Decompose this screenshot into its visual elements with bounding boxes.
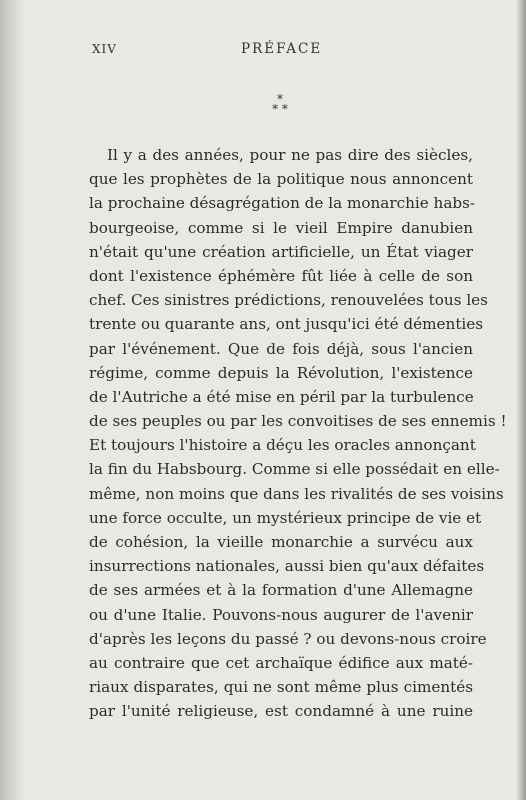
text-line: la fin du Habsbourg. Comme si elle possédait en elle- — [89, 460, 500, 479]
text-line: de l'Autriche a été mise en péril par la turbulence — [89, 387, 474, 406]
running-head: PRÉFACE — [241, 41, 323, 57]
text-line: insurrections nationales, aussi bien qu'aux défaites — [89, 557, 485, 576]
text-line: par l'unité religieuse, est condamné à une ruine — [89, 702, 473, 721]
text-line: de ses peuples ou par les convoitises de ses ennemis ! — [89, 412, 507, 431]
asterism-bottom: * * — [272, 102, 288, 116]
text-line: ou d'une Italie. Pouvons-nous augurer de l'avenir — [89, 605, 473, 624]
text-line: riaux disparates, qui ne sont même plus cimentés — [89, 678, 473, 697]
text-line: bourgeoise, comme si le vieil Empire danubien — [89, 218, 473, 237]
page-edge — [516, 0, 526, 800]
body-paragraph — [89, 143, 507, 724]
text-line: que les prophètes de la politique nous annoncent — [89, 170, 473, 189]
text-line: même, non moins que dans les rivalités de ses voisins — [89, 484, 504, 503]
text-line: dont l'existence éphémère fût liée à celle de son — [89, 266, 473, 285]
text-line: n'était qu'une création artificielle, un État viager — [89, 242, 473, 261]
text-line: Et toujours l'histoire a déçu les oracles annonçant — [89, 436, 476, 455]
text-line: Il y a des années, pour ne pas dire des siècles, — [107, 146, 473, 164]
asterism-top: * — [277, 92, 283, 106]
text-line: trente ou quarante ans, ont jusqu'ici été démenties — [89, 315, 484, 334]
text-line: une force occulte, un mystérieux principe de vie et — [89, 508, 482, 527]
asterism-ornament — [265, 94, 295, 114]
text-line: de cohésion, la vieille monarchie a survécu aux — [89, 533, 473, 551]
text-line: régime, comme depuis la Révolution, l'existence — [89, 363, 473, 382]
text-line: d'après les leçons du passé ? ou devons-nous croire — [89, 629, 487, 648]
page-number: XIV — [92, 42, 117, 56]
text-line: chef. Ces sinistres prédictions, renouvelées tous les — [89, 291, 488, 310]
text-line: par l'événement. Que de fois déjà, sous l'ancien — [89, 339, 473, 358]
text-line: au contraire que cet archaïque édifice aux maté- — [89, 653, 473, 672]
page-gutter-shadow — [0, 0, 24, 800]
text-line: la prochaine désagrégation de la monarchie habs- — [89, 194, 476, 213]
text-line: de ses armées et à la formation d'une Allemagne — [89, 581, 473, 600]
